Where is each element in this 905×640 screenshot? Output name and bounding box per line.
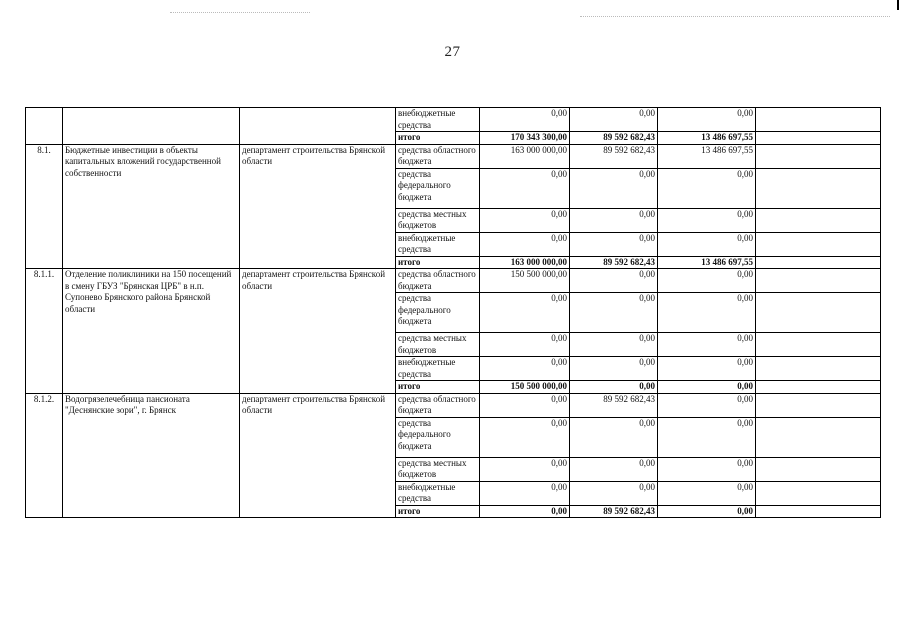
amount-cell: 0,00 xyxy=(570,457,658,481)
funding-source-label: средства федерального бюджета xyxy=(396,168,480,208)
table-row xyxy=(26,393,881,417)
funding-source-label: средства областного бюджета xyxy=(396,269,480,293)
scan-speck-line xyxy=(580,16,890,18)
amount-cell: 89 592 682,43 xyxy=(570,256,658,269)
blank-cell xyxy=(756,269,881,293)
funding-source-label: итого xyxy=(396,132,480,145)
amount-cell: 163 000 000,00 xyxy=(480,144,570,168)
blank-cell xyxy=(756,393,881,417)
amount-cell: 0,00 xyxy=(570,293,658,333)
item-name: Отделение поликлиники на 150 посещений в смену ГБУЗ "Брянская ЦРБ" в н.п. Супонево Брянского района Брянской области xyxy=(63,269,240,394)
amount-cell: 0,00 xyxy=(570,481,658,505)
funding-source-label: средства областного бюджета xyxy=(396,144,480,168)
amount-cell: 89 592 682,43 xyxy=(570,393,658,417)
page-number: 27 xyxy=(444,44,461,60)
amount-cell: 0,00 xyxy=(658,333,756,357)
row-number: 8.1.2. xyxy=(26,393,63,518)
amount-cell: 0,00 xyxy=(480,293,570,333)
amount-cell: 0,00 xyxy=(480,417,570,457)
funding-source-label: внебюджетные средства xyxy=(396,481,480,505)
amount-cell: 0,00 xyxy=(480,481,570,505)
blank-cell xyxy=(756,144,881,168)
funding-source-label: внебюджетные средства xyxy=(396,108,480,132)
table-row xyxy=(26,144,881,168)
amount-cell: 0,00 xyxy=(658,505,756,518)
funding-source-label: внебюджетные средства xyxy=(396,232,480,256)
funding-source-label: средства федерального бюджета xyxy=(396,293,480,333)
amount-cell: 0,00 xyxy=(658,393,756,417)
executor: департамент строительства Брянской области xyxy=(240,269,396,394)
amount-cell: 13 486 697,55 xyxy=(658,144,756,168)
amount-cell: 0,00 xyxy=(658,481,756,505)
amount-cell: 0,00 xyxy=(658,457,756,481)
amount-cell: 0,00 xyxy=(658,381,756,394)
amount-cell: 0,00 xyxy=(570,381,658,394)
amount-cell: 0,00 xyxy=(570,108,658,132)
blank-cell xyxy=(756,333,881,357)
table-row xyxy=(26,108,881,132)
amount-cell: 0,00 xyxy=(480,232,570,256)
budget-table xyxy=(25,107,881,518)
funding-source-label: итого xyxy=(396,505,480,518)
amount-cell: 0,00 xyxy=(480,333,570,357)
amount-cell: 13 486 697,55 xyxy=(658,256,756,269)
blank-cell xyxy=(756,256,881,269)
amount-cell: 0,00 xyxy=(570,417,658,457)
row-number: 8.1. xyxy=(26,144,63,269)
blank-cell xyxy=(756,357,881,381)
amount-cell: 163 000 000,00 xyxy=(480,256,570,269)
amount-cell: 0,00 xyxy=(480,505,570,518)
blank-cell xyxy=(756,168,881,208)
amount-cell: 0,00 xyxy=(570,232,658,256)
amount-cell: 0,00 xyxy=(570,208,658,232)
item-name xyxy=(63,108,240,145)
amount-cell: 0,00 xyxy=(570,269,658,293)
funding-source-label: внебюджетные средства xyxy=(396,357,480,381)
amount-cell: 89 592 682,43 xyxy=(570,132,658,145)
amount-cell: 0,00 xyxy=(658,208,756,232)
amount-cell: 0,00 xyxy=(480,168,570,208)
blank-cell xyxy=(756,208,881,232)
amount-cell: 0,00 xyxy=(658,417,756,457)
blank-cell xyxy=(756,132,881,145)
funding-source-label: итого xyxy=(396,381,480,394)
row-number: 8.1.1. xyxy=(26,269,63,394)
funding-source-label: средства федерального бюджета xyxy=(396,417,480,457)
item-name: Водогрязелечебница пансионата "Деснянские зори", г. Брянск xyxy=(63,393,240,518)
executor xyxy=(240,108,396,145)
blank-cell xyxy=(756,381,881,394)
executor: департамент строительства Брянской области xyxy=(240,144,396,269)
amount-cell: 150 500 000,00 xyxy=(480,269,570,293)
amount-cell: 0,00 xyxy=(480,357,570,381)
funding-source-label: средства местных бюджетов xyxy=(396,208,480,232)
table-row xyxy=(26,269,881,293)
funding-source-label: средства местных бюджетов xyxy=(396,457,480,481)
funding-source-label: средства областного бюджета xyxy=(396,393,480,417)
blank-cell xyxy=(756,232,881,256)
amount-cell: 0,00 xyxy=(570,357,658,381)
amount-cell: 89 592 682,43 xyxy=(570,144,658,168)
row-number xyxy=(26,108,63,145)
blank-cell xyxy=(756,417,881,457)
blank-cell xyxy=(756,108,881,132)
amount-cell: 0,00 xyxy=(658,108,756,132)
amount-cell: 0,00 xyxy=(480,108,570,132)
blank-cell xyxy=(756,293,881,333)
amount-cell: 89 592 682,43 xyxy=(570,505,658,518)
item-name: Бюджетные инвестиции в объекты капитальных вложений государственной собственности xyxy=(63,144,240,269)
scan-speck-line xyxy=(170,12,310,14)
amount-cell: 0,00 xyxy=(658,168,756,208)
amount-cell: 0,00 xyxy=(570,333,658,357)
scan-edge-mark xyxy=(897,0,899,10)
amount-cell: 150 500 000,00 xyxy=(480,381,570,394)
amount-cell: 0,00 xyxy=(480,393,570,417)
funding-source-label: средства местных бюджетов xyxy=(396,333,480,357)
blank-cell xyxy=(756,481,881,505)
amount-cell: 170 343 300,00 xyxy=(480,132,570,145)
funding-source-label: итого xyxy=(396,256,480,269)
amount-cell: 0,00 xyxy=(480,208,570,232)
amount-cell: 0,00 xyxy=(480,457,570,481)
amount-cell: 0,00 xyxy=(658,357,756,381)
amount-cell: 0,00 xyxy=(658,269,756,293)
blank-cell xyxy=(756,505,881,518)
executor: департамент строительства Брянской области xyxy=(240,393,396,518)
blank-cell xyxy=(756,457,881,481)
amount-cell: 0,00 xyxy=(570,168,658,208)
amount-cell: 0,00 xyxy=(658,232,756,256)
amount-cell: 13 486 697,55 xyxy=(658,132,756,145)
amount-cell: 0,00 xyxy=(658,293,756,333)
